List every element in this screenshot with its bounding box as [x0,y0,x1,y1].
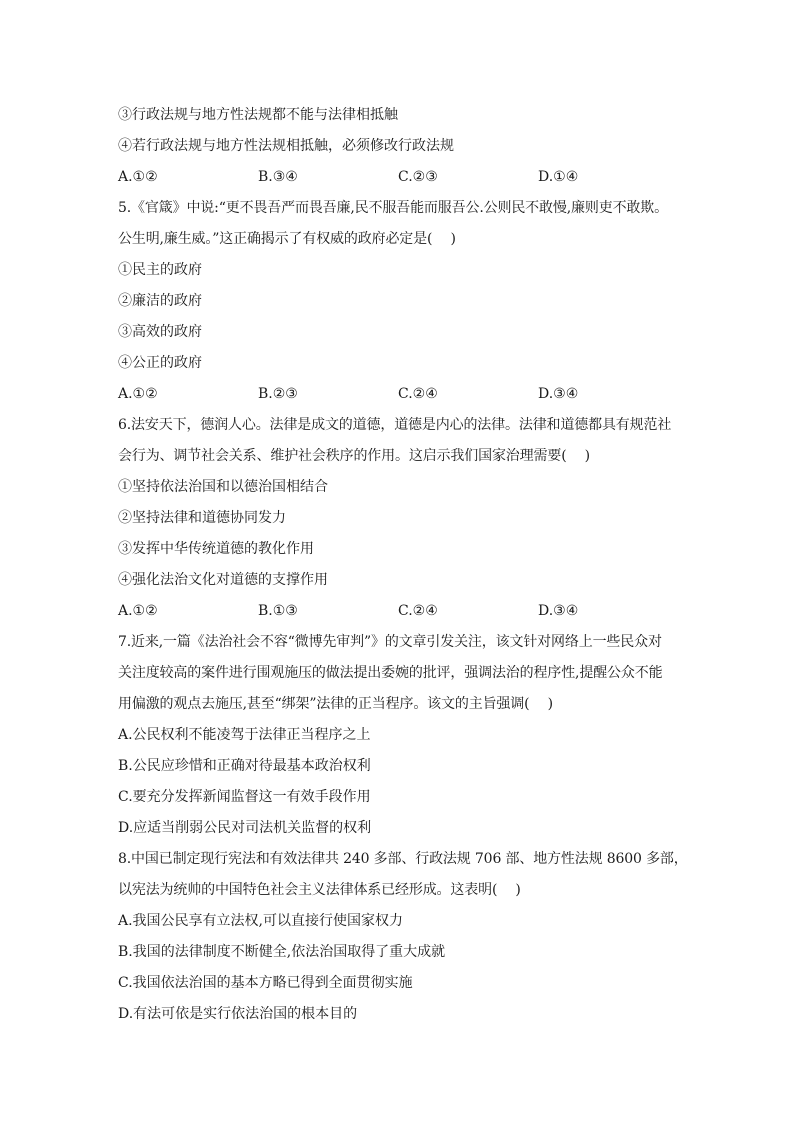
q6-stem-line-1: 6.法安天下，德润人心。法律是成文的道德，道德是内心的法律。法律和道德都具有规范社 [118,417,672,433]
q8-option-b[interactable]: B.我国的法律制度不断健全,依法治国取得了重大成就 [118,944,446,960]
q5-option-b[interactable]: B.②③ [258,386,298,402]
q7-option-a[interactable]: A.公民权利不能凌驾于法律正当程序之上 [118,727,371,743]
statement-4: ④若行政法规与地方性法规相抵触，必须修改行政法规 [118,138,454,154]
q6-option-a[interactable]: A.①② [118,603,158,619]
q6-stem-line-2: 会行为、调节社会关系、维护社会秩序的作用。这启示我们国家治理需要( ) [118,448,590,464]
q7-option-c[interactable]: C.要充分发挥新闻监督这一有效手段作用 [118,789,371,805]
q7-stem-line-1: 7.近来,一篇《法治社会不容“微博先审判”》的文章引发关注，该文针对网络上一些民众对 [118,634,662,650]
q6-option-b[interactable]: B.①③ [258,603,298,619]
q8-stem-line-2: 以宪法为统帅的中国特色社会主义法律体系已经形成。这表明( ) [118,882,521,898]
q5-stem-line-2: 公生明,廉生威。”这正确揭示了有权威的政府必定是( ) [118,231,456,247]
exam-page [118,100,688,1030]
q6-statement-1: ①坚持依法治国和以德治国相结合 [118,479,328,495]
q5-stem-line-1: 5.《官箴》中说:“更不畏吾严而畏吾廉,民不服吾能而服吾公.公则民不敢慢,廉则吏不敢欺。 [118,200,668,216]
q7-option-b[interactable]: B.公民应珍惜和正确对待最基本政治权利 [118,758,371,774]
q7-stem-line-2: 关注度较高的案件进行围观施压的做法提出委婉的批评，强调法治的程序性,提醒公众不能 [118,665,663,681]
q5-statement-1: ①民主的政府 [118,262,202,278]
q8-option-d[interactable]: D.有法可依是实行依法治国的根本目的 [118,1006,358,1022]
q5-statement-3: ③高效的政府 [118,324,202,340]
q6-options [118,596,678,627]
q4-option-a[interactable]: A.①② [118,169,158,185]
q5-option-d[interactable]: D.③④ [538,386,579,402]
q4-option-c[interactable]: C.②③ [398,169,438,185]
q8-option-a[interactable]: A.我国公民享有立法权,可以直接行使国家权力 [118,913,404,929]
q6-option-c[interactable]: C.②④ [398,603,438,619]
q4-options [118,162,678,193]
q6-statement-3: ③发挥中华传统道德的教化作用 [118,541,314,557]
q4-option-b[interactable]: B.③④ [258,169,298,185]
statement-3: ③行政法规与地方性法规都不能与法律相抵触 [118,107,398,123]
q8-stem-line-1: 8.中国已制定现行宪法和有效法律共 240 多部、行政法规 706 部、地方性法规 8600 多部， [118,851,688,867]
q5-statement-2: ②廉洁的政府 [118,293,202,309]
q5-options [118,379,678,410]
q5-statement-4: ④公正的政府 [118,355,202,371]
q6-statement-4: ④强化法治文化对道德的支撑作用 [118,572,328,588]
q8-option-c[interactable]: C.我国依法治国的基本方略已得到全面贯彻实施 [118,975,413,991]
q6-statement-2: ②坚持法律和道德协同发力 [118,510,286,526]
q5-option-a[interactable]: A.①② [118,386,158,402]
q6-option-d[interactable]: D.③④ [538,603,579,619]
q7-option-d[interactable]: D.应适当削弱公民对司法机关监督的权利 [118,820,372,836]
q5-option-c[interactable]: C.②④ [398,386,438,402]
q7-stem-line-3: 用偏激的观点去施压,甚至“绑架”法律的正当程序。该文的主旨强调( ) [118,696,553,712]
q4-option-d[interactable]: D.①④ [538,169,579,185]
